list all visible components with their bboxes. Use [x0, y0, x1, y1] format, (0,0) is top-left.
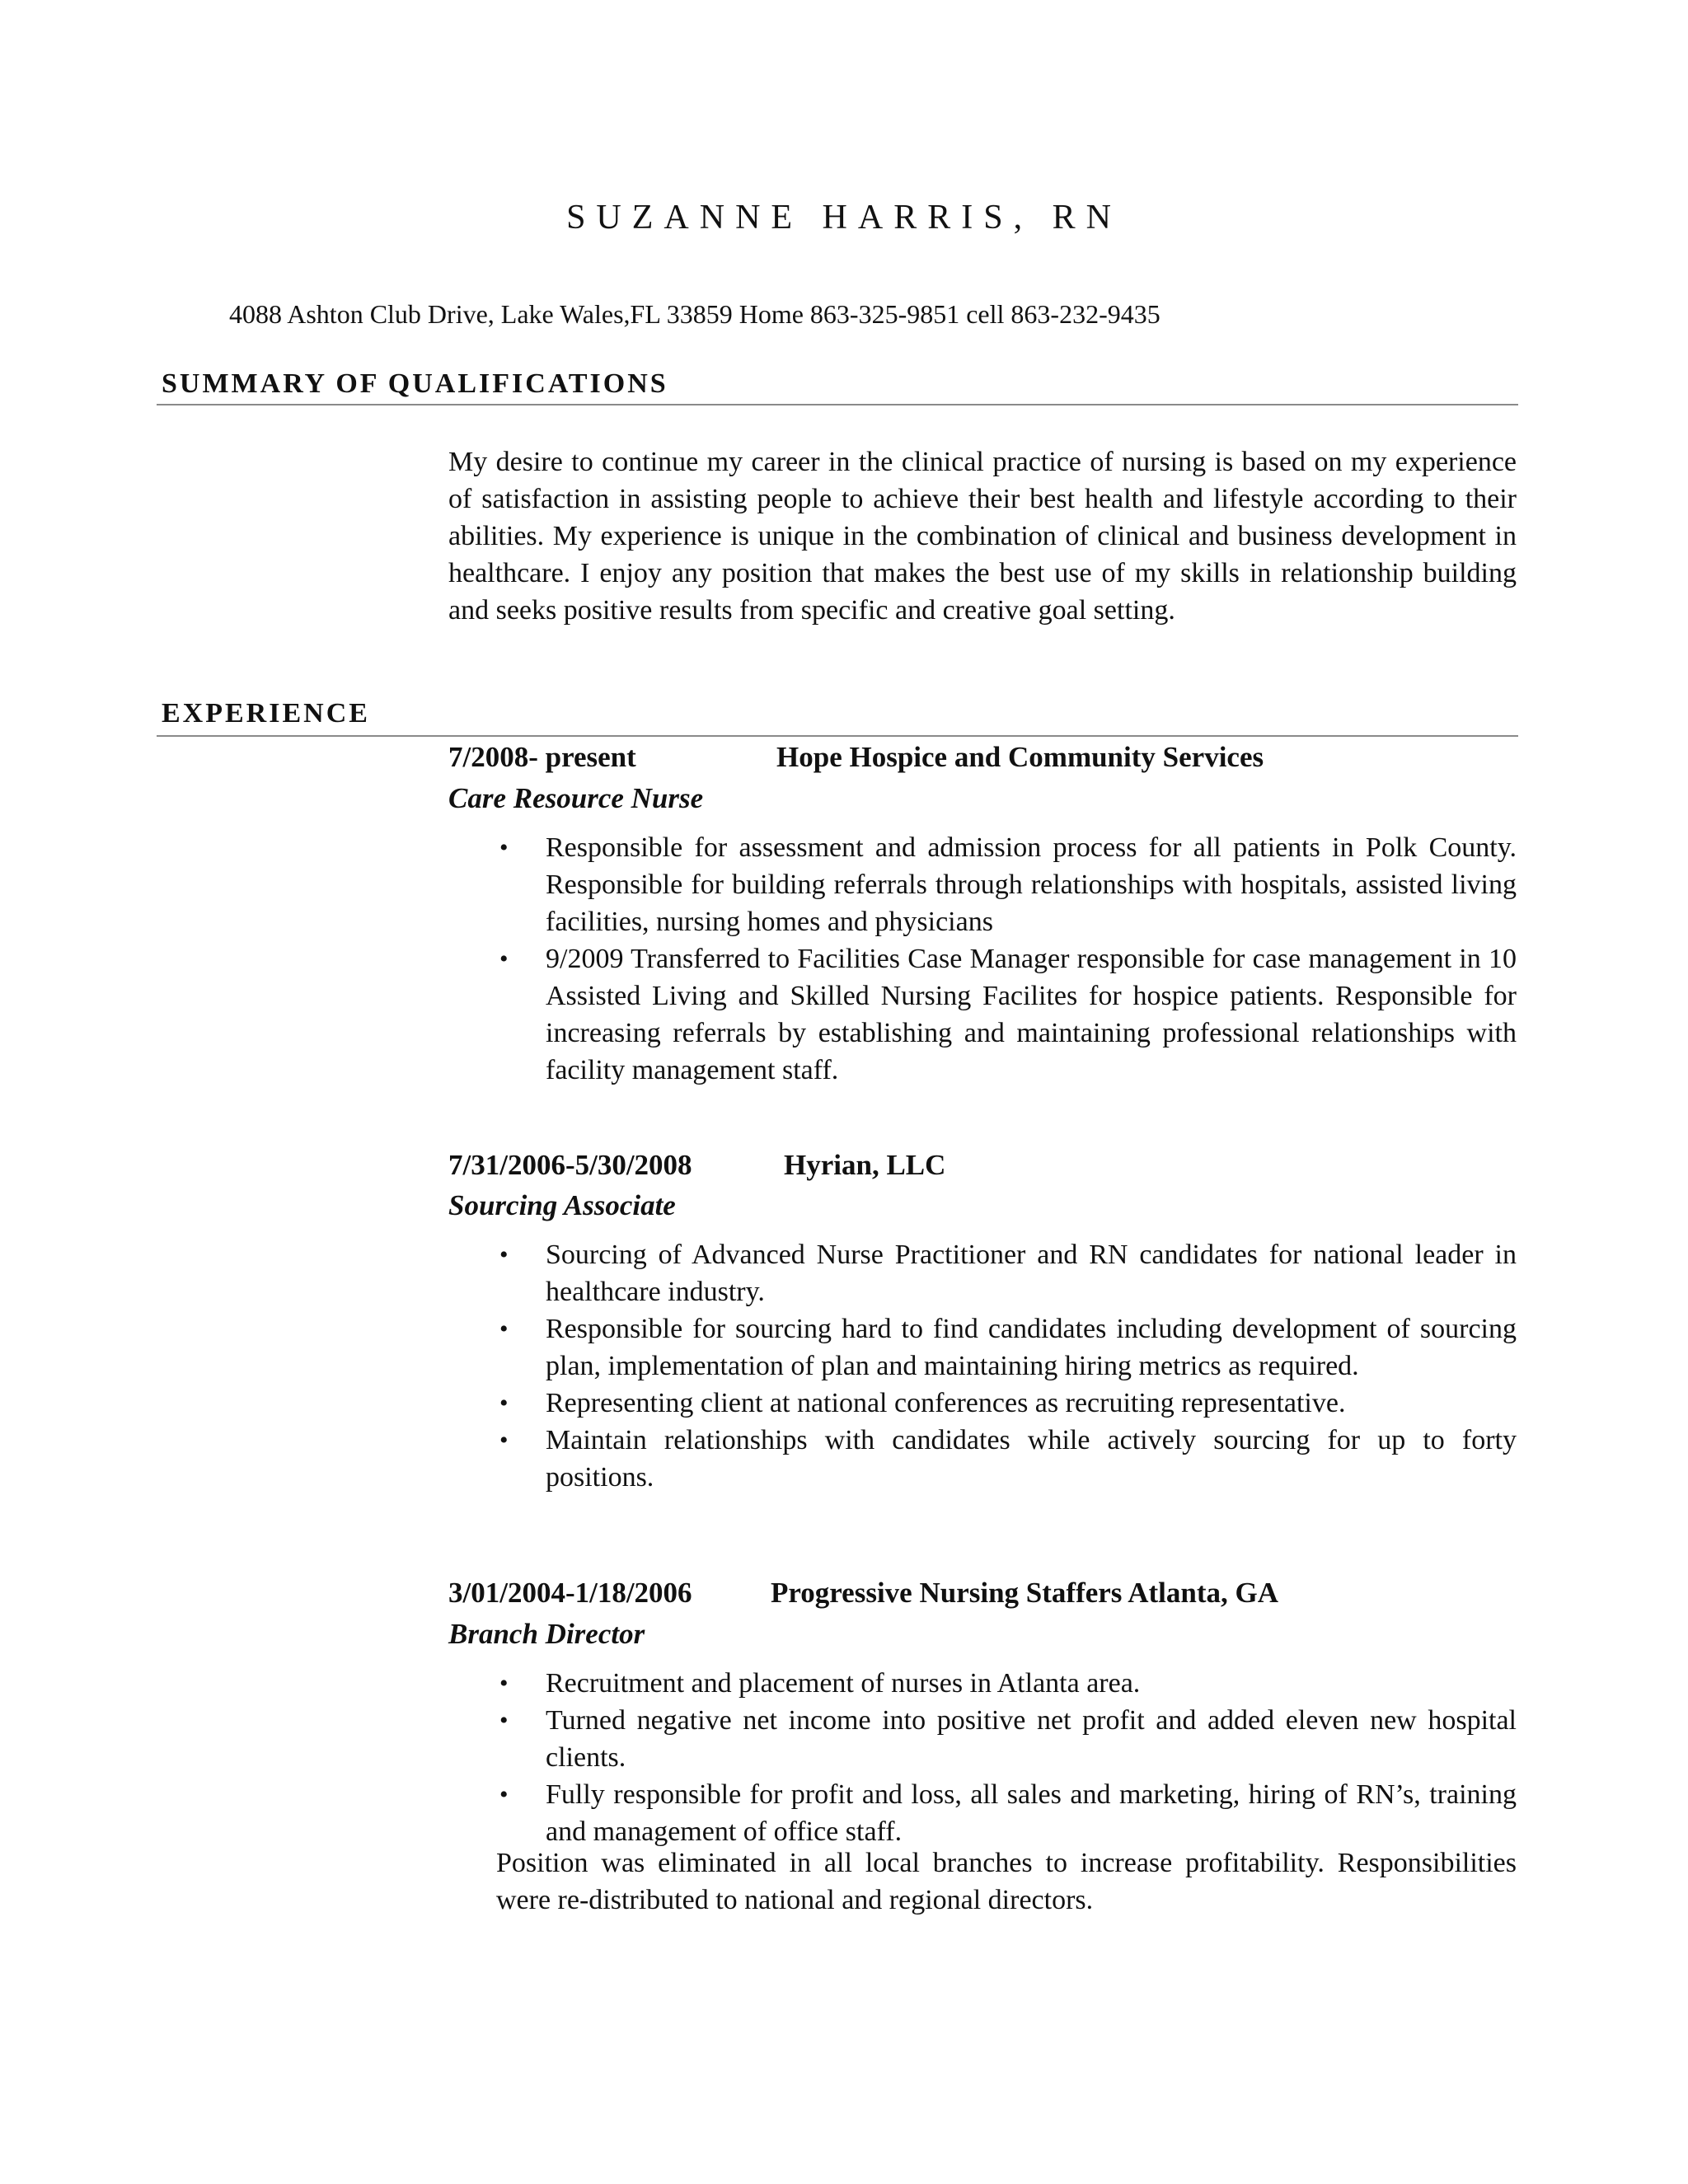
job-dates: 7/2008- present: [448, 741, 636, 773]
job-responsibilities: [495, 829, 1517, 1089]
bullet-icon: •: [499, 1707, 509, 1734]
list-item: • Fully responsible for profit and loss, all sales and marketing, hiring of RN’s, training and management of office staff.: [495, 1776, 1517, 1850]
list-item: • Recruitment and placement of nurses in Atlanta area.: [495, 1665, 1517, 1702]
job-title: Branch Director: [448, 1618, 645, 1650]
list-item: • 9/2009 Transferred to Facilities Case Manager responsible for case management in 10 Assisted Living and Skilled Nursing Facilites for hospice patients. Responsible for increasing referrals by establishing and maintaining professional relationships with facility management staff.: [495, 940, 1517, 1089]
experience-heading: EXPERIENCE: [162, 698, 370, 729]
job-organization: Hyrian, LLC: [784, 1149, 946, 1181]
job-note: Position was eliminated in all local branches to increase profitability. Responsibilities were re-distributed to national and regional directors.: [496, 1848, 1517, 1915]
list-item: • Maintain relationships with candidates while actively sourcing for up to forty positions.: [495, 1422, 1517, 1496]
bullet-icon: •: [499, 834, 509, 861]
job-title: Sourcing Associate: [448, 1189, 676, 1221]
job-header: [448, 740, 1264, 775]
resume-name: SUZANNE HARRIS, RN: [566, 199, 1122, 237]
bullet-icon: •: [499, 1427, 509, 1454]
job-organization: Hope Hospice and Community Services: [776, 741, 1264, 773]
contact-line: 4088 Ashton Club Drive, Lake Wales,FL 33859 Home 863-325-9851 cell 863-232-9435: [229, 299, 1160, 329]
job-responsibilities: [495, 1236, 1517, 1496]
list-item: • Turned negative net income into positive net profit and added eleven new hospital clients.: [495, 1702, 1517, 1776]
job-dates: 3/01/2004-1/18/2006: [448, 1577, 692, 1609]
bullet-icon: •: [499, 1315, 509, 1343]
bullet-icon: •: [499, 1241, 509, 1268]
list-item: • Responsible for assessment and admission process for all patients in Polk County. Responsible for building referrals through relationships with hospitals, assisted living facilities, nursing homes and physicians: [495, 829, 1517, 940]
list-item: • Representing client at national conferences as recruiting representative.: [495, 1385, 1517, 1422]
list-item: • Responsible for sourcing hard to find candidates including development of sourcing plan, implementation of plan and maintaining hiring metrics as required.: [495, 1310, 1517, 1385]
bullet-icon: •: [499, 1670, 509, 1697]
experience-divider: [157, 735, 1518, 737]
job-title: Care Resource Nurse: [448, 782, 704, 814]
list-item: • Sourcing of Advanced Nurse Practitioner and RN candidates for national leader in healthcare industry.: [495, 1236, 1517, 1310]
bullet-icon: •: [499, 1781, 509, 1808]
job-dates: 7/31/2006-5/30/2008: [448, 1149, 692, 1181]
summary-heading: SUMMARY OF QUALIFICATIONS: [162, 368, 668, 399]
job-responsibilities: [495, 1665, 1517, 1850]
bullet-icon: •: [499, 945, 509, 972]
job-organization: Progressive Nursing Staffers Atlanta, GA: [771, 1577, 1279, 1609]
summary-divider: [157, 404, 1518, 405]
bullet-icon: •: [499, 1390, 509, 1417]
summary-text: My desire to continue my career in the clinical practice of nursing is based on my experience of satisfaction in assisting people to achieve their best health and lifestyle according to their abilities. My experience is unique in the combination of clinical and business development in healthcare. I enjoy any position that makes the best use of my skills in relationship building and seeks positive results from specific and creative goal setting.: [448, 447, 1517, 626]
job-header: [448, 1576, 1279, 1610]
job-header: [448, 1148, 946, 1183]
